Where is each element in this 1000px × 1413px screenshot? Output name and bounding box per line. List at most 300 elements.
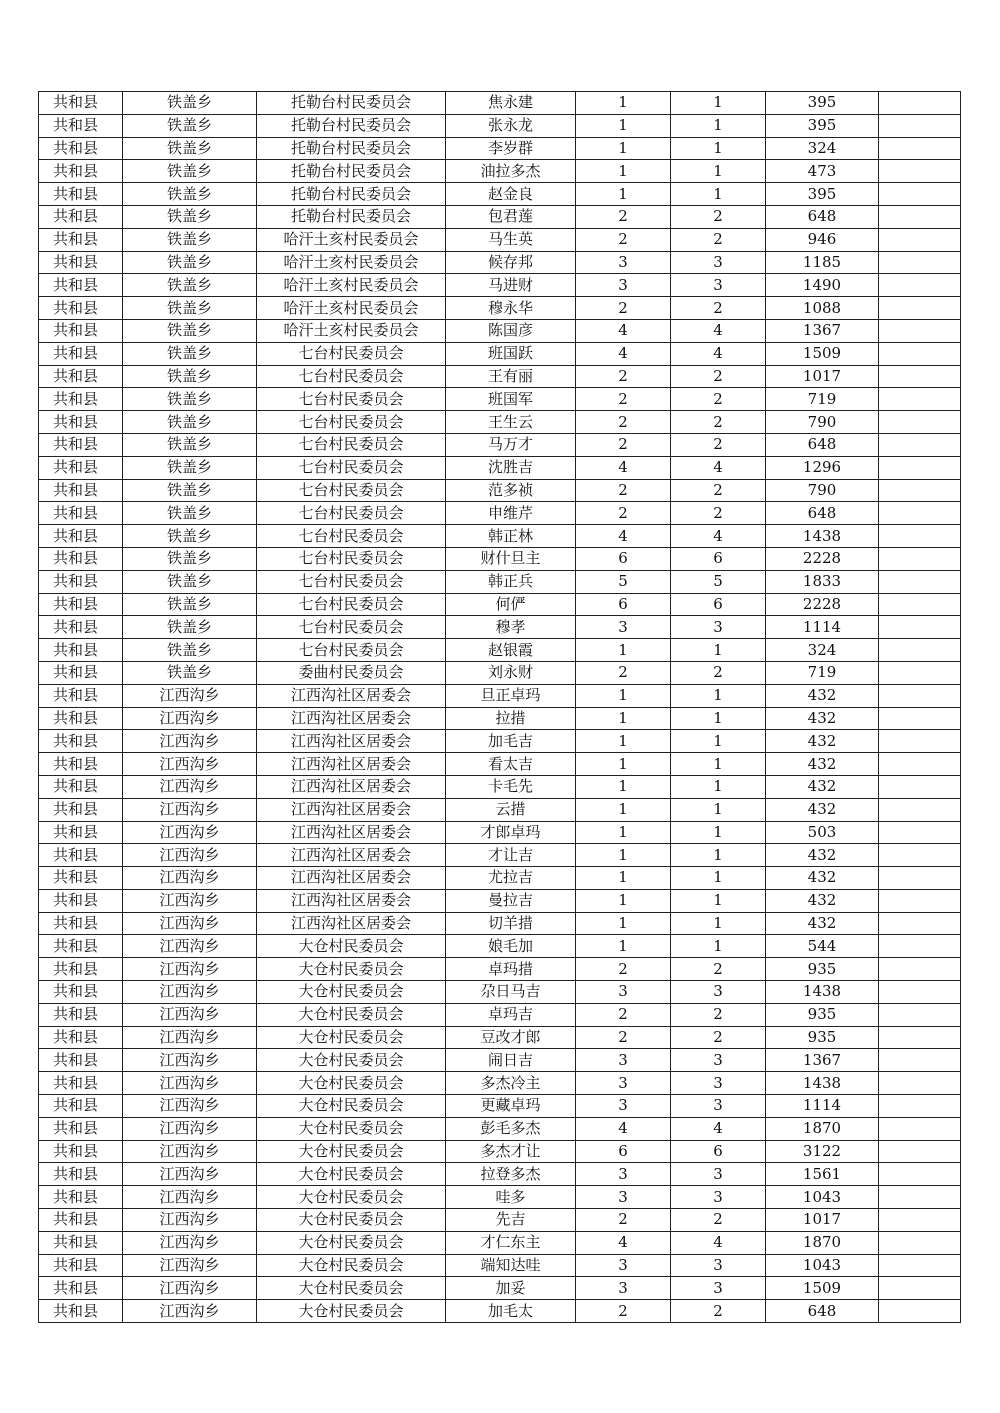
name-cell: 闹日吉 <box>446 1049 576 1072</box>
table-row <box>39 251 961 274</box>
remark-cell <box>879 92 961 115</box>
committee-cell: 委曲村民委员会 <box>257 661 446 684</box>
household-count-cell: 3 <box>576 981 671 1004</box>
county-cell: 共和县 <box>39 114 123 137</box>
name-cell: 加妥 <box>446 1277 576 1300</box>
amount-cell: 2228 <box>766 593 879 616</box>
remark-cell <box>879 730 961 753</box>
county-cell: 共和县 <box>39 342 123 365</box>
county-cell: 共和县 <box>39 707 123 730</box>
remark-cell <box>879 137 961 160</box>
county-cell: 共和县 <box>39 1072 123 1095</box>
remark-cell <box>879 1254 961 1277</box>
household-count-cell: 1 <box>576 775 671 798</box>
household-count-cell: 6 <box>576 1140 671 1163</box>
amount-cell: 1043 <box>766 1186 879 1209</box>
committee-cell: 大仓村民委员会 <box>257 1117 446 1140</box>
person-count-cell: 2 <box>671 228 766 251</box>
remark-cell <box>879 1277 961 1300</box>
name-cell: 拉措 <box>446 707 576 730</box>
household-count-cell: 2 <box>576 958 671 981</box>
amount-cell: 395 <box>766 183 879 206</box>
county-cell: 共和县 <box>39 502 123 525</box>
remark-cell <box>879 297 961 320</box>
household-count-cell: 1 <box>576 137 671 160</box>
committee-cell: 七台村民委员会 <box>257 411 446 434</box>
household-count-cell: 1 <box>576 684 671 707</box>
township-cell: 铁盖乡 <box>123 183 257 206</box>
remark-cell <box>879 1209 961 1232</box>
table-row <box>39 912 961 935</box>
committee-cell: 大仓村民委员会 <box>257 1231 446 1254</box>
table-row <box>39 753 961 776</box>
township-cell: 江西沟乡 <box>123 1095 257 1118</box>
remark-cell <box>879 183 961 206</box>
township-cell: 铁盖乡 <box>123 160 257 183</box>
county-cell: 共和县 <box>39 92 123 115</box>
household-count-cell: 2 <box>576 433 671 456</box>
county-cell: 共和县 <box>39 274 123 297</box>
township-cell: 铁盖乡 <box>123 342 257 365</box>
person-count-cell: 1 <box>671 753 766 776</box>
household-count-cell: 3 <box>576 1072 671 1095</box>
remark-cell <box>879 775 961 798</box>
amount-cell: 2228 <box>766 547 879 570</box>
amount-cell: 1017 <box>766 1209 879 1232</box>
table-row <box>39 456 961 479</box>
township-cell: 江西沟乡 <box>123 1140 257 1163</box>
township-cell: 江西沟乡 <box>123 958 257 981</box>
person-count-cell: 3 <box>671 1163 766 1186</box>
household-count-cell: 2 <box>576 388 671 411</box>
name-cell: 尕日马吉 <box>446 981 576 1004</box>
amount-cell: 1438 <box>766 981 879 1004</box>
person-count-cell: 1 <box>671 821 766 844</box>
household-count-cell: 3 <box>576 274 671 297</box>
table-row <box>39 844 961 867</box>
amount-cell: 946 <box>766 228 879 251</box>
person-count-cell: 2 <box>671 388 766 411</box>
committee-cell: 七台村民委员会 <box>257 547 446 570</box>
township-cell: 铁盖乡 <box>123 616 257 639</box>
table-row <box>39 593 961 616</box>
table-row <box>39 342 961 365</box>
amount-cell: 935 <box>766 958 879 981</box>
committee-cell: 哈汗土亥村民委员会 <box>257 297 446 320</box>
committee-cell: 七台村民委员会 <box>257 525 446 548</box>
remark-cell <box>879 342 961 365</box>
person-count-cell: 2 <box>671 411 766 434</box>
remark-cell <box>879 570 961 593</box>
committee-cell: 七台村民委员会 <box>257 570 446 593</box>
county-cell: 共和县 <box>39 1095 123 1118</box>
remark-cell <box>879 1300 961 1323</box>
person-count-cell: 3 <box>671 1254 766 1277</box>
household-count-cell: 1 <box>576 935 671 958</box>
person-count-cell: 1 <box>671 912 766 935</box>
committee-cell: 七台村民委员会 <box>257 616 446 639</box>
person-count-cell: 1 <box>671 92 766 115</box>
amount-cell: 1017 <box>766 365 879 388</box>
name-cell: 多杰冷主 <box>446 1072 576 1095</box>
name-cell: 财什旦主 <box>446 547 576 570</box>
table-row <box>39 160 961 183</box>
committee-cell: 江西沟社区居委会 <box>257 821 446 844</box>
table-row <box>39 525 961 548</box>
person-count-cell: 1 <box>671 935 766 958</box>
household-count-cell: 4 <box>576 456 671 479</box>
person-count-cell: 2 <box>671 1209 766 1232</box>
committee-cell: 托勒台村民委员会 <box>257 160 446 183</box>
county-cell: 共和县 <box>39 661 123 684</box>
committee-cell: 大仓村民委员会 <box>257 935 446 958</box>
household-count-cell: 1 <box>576 821 671 844</box>
amount-cell: 473 <box>766 160 879 183</box>
amount-cell: 719 <box>766 661 879 684</box>
person-count-cell: 2 <box>671 1300 766 1323</box>
amount-cell: 1833 <box>766 570 879 593</box>
county-cell: 共和县 <box>39 1300 123 1323</box>
township-cell: 铁盖乡 <box>123 251 257 274</box>
household-count-cell: 2 <box>576 661 671 684</box>
household-count-cell: 1 <box>576 844 671 867</box>
remark-cell <box>879 889 961 912</box>
name-cell: 卡毛先 <box>446 775 576 798</box>
remark-cell <box>879 1140 961 1163</box>
remark-cell <box>879 935 961 958</box>
name-cell: 包君莲 <box>446 205 576 228</box>
amount-cell: 432 <box>766 684 879 707</box>
remark-cell <box>879 433 961 456</box>
committee-cell: 七台村民委员会 <box>257 593 446 616</box>
committee-cell: 大仓村民委员会 <box>257 1095 446 1118</box>
household-count-cell: 1 <box>576 889 671 912</box>
name-cell: 加毛吉 <box>446 730 576 753</box>
household-count-cell: 2 <box>576 297 671 320</box>
township-cell: 江西沟乡 <box>123 798 257 821</box>
person-count-cell: 3 <box>671 1277 766 1300</box>
household-count-cell: 1 <box>576 707 671 730</box>
county-cell: 共和县 <box>39 456 123 479</box>
table-row <box>39 92 961 115</box>
household-count-cell: 4 <box>576 525 671 548</box>
township-cell: 江西沟乡 <box>123 1026 257 1049</box>
county-cell: 共和县 <box>39 297 123 320</box>
township-cell: 江西沟乡 <box>123 821 257 844</box>
amount-cell: 395 <box>766 92 879 115</box>
person-count-cell: 3 <box>671 1049 766 1072</box>
household-count-cell: 2 <box>576 205 671 228</box>
person-count-cell: 1 <box>671 707 766 730</box>
table-row <box>39 547 961 570</box>
household-count-cell: 2 <box>576 365 671 388</box>
household-count-cell: 1 <box>576 730 671 753</box>
household-count-cell: 4 <box>576 1231 671 1254</box>
name-cell: 马进财 <box>446 274 576 297</box>
township-cell: 江西沟乡 <box>123 1049 257 1072</box>
remark-cell <box>879 798 961 821</box>
person-count-cell: 2 <box>671 661 766 684</box>
table-row <box>39 479 961 502</box>
table-row <box>39 821 961 844</box>
committee-cell: 托勒台村民委员会 <box>257 205 446 228</box>
remark-cell <box>879 844 961 867</box>
name-cell: 赵金良 <box>446 183 576 206</box>
township-cell: 铁盖乡 <box>123 456 257 479</box>
table-row <box>39 1254 961 1277</box>
person-count-cell: 2 <box>671 297 766 320</box>
name-cell: 云措 <box>446 798 576 821</box>
table-row <box>39 570 961 593</box>
remark-cell <box>879 639 961 662</box>
name-cell: 韩正林 <box>446 525 576 548</box>
committee-cell: 哈汗土亥村民委员会 <box>257 251 446 274</box>
person-count-cell: 1 <box>671 844 766 867</box>
name-cell: 多杰才让 <box>446 1140 576 1163</box>
table-row <box>39 775 961 798</box>
county-cell: 共和县 <box>39 616 123 639</box>
table-row <box>39 616 961 639</box>
table-row <box>39 1049 961 1072</box>
committee-cell: 江西沟社区居委会 <box>257 889 446 912</box>
household-count-cell: 1 <box>576 183 671 206</box>
amount-cell: 719 <box>766 388 879 411</box>
remark-cell <box>879 661 961 684</box>
remark-cell <box>879 821 961 844</box>
committee-cell: 大仓村民委员会 <box>257 1026 446 1049</box>
township-cell: 铁盖乡 <box>123 297 257 320</box>
amount-cell: 324 <box>766 137 879 160</box>
name-cell: 刘永财 <box>446 661 576 684</box>
county-cell: 共和县 <box>39 1254 123 1277</box>
name-cell: 拉登多杰 <box>446 1163 576 1186</box>
person-count-cell: 2 <box>671 365 766 388</box>
committee-cell: 七台村民委员会 <box>257 502 446 525</box>
person-count-cell: 1 <box>671 889 766 912</box>
township-cell: 江西沟乡 <box>123 1163 257 1186</box>
township-cell: 江西沟乡 <box>123 753 257 776</box>
amount-cell: 1438 <box>766 525 879 548</box>
amount-cell: 544 <box>766 935 879 958</box>
name-cell: 班国军 <box>446 388 576 411</box>
county-cell: 共和县 <box>39 388 123 411</box>
county-cell: 共和县 <box>39 639 123 662</box>
amount-cell: 432 <box>766 753 879 776</box>
remark-cell <box>879 319 961 342</box>
amount-cell: 432 <box>766 889 879 912</box>
county-cell: 共和县 <box>39 160 123 183</box>
committee-cell: 大仓村民委员会 <box>257 1003 446 1026</box>
remark-cell <box>879 707 961 730</box>
amount-cell: 503 <box>766 821 879 844</box>
township-cell: 江西沟乡 <box>123 1117 257 1140</box>
person-count-cell: 1 <box>671 684 766 707</box>
person-count-cell: 2 <box>671 502 766 525</box>
household-count-cell: 3 <box>576 1277 671 1300</box>
committee-cell: 七台村民委员会 <box>257 342 446 365</box>
committee-cell: 托勒台村民委员会 <box>257 137 446 160</box>
county-cell: 共和县 <box>39 570 123 593</box>
table-row <box>39 1300 961 1323</box>
person-count-cell: 4 <box>671 1117 766 1140</box>
table-row <box>39 798 961 821</box>
person-count-cell: 6 <box>671 1140 766 1163</box>
household-count-cell: 4 <box>576 319 671 342</box>
township-cell: 铁盖乡 <box>123 228 257 251</box>
name-cell: 端知达哇 <box>446 1254 576 1277</box>
township-cell: 江西沟乡 <box>123 867 257 890</box>
remark-cell <box>879 205 961 228</box>
amount-cell: 1114 <box>766 616 879 639</box>
person-count-cell: 4 <box>671 456 766 479</box>
amount-cell: 1509 <box>766 342 879 365</box>
table-row <box>39 183 961 206</box>
name-cell: 加毛太 <box>446 1300 576 1323</box>
township-cell: 江西沟乡 <box>123 844 257 867</box>
name-cell: 更藏卓玛 <box>446 1095 576 1118</box>
amount-cell: 1509 <box>766 1277 879 1300</box>
table-row <box>39 433 961 456</box>
household-count-cell: 2 <box>576 411 671 434</box>
amount-cell: 790 <box>766 479 879 502</box>
name-cell: 看太吉 <box>446 753 576 776</box>
amount-cell: 432 <box>766 867 879 890</box>
township-cell: 铁盖乡 <box>123 388 257 411</box>
household-count-cell: 2 <box>576 1300 671 1323</box>
county-cell: 共和县 <box>39 1186 123 1209</box>
township-cell: 江西沟乡 <box>123 775 257 798</box>
amount-cell: 648 <box>766 502 879 525</box>
name-cell: 切羊措 <box>446 912 576 935</box>
county-cell: 共和县 <box>39 1163 123 1186</box>
household-count-cell: 1 <box>576 114 671 137</box>
amount-cell: 1088 <box>766 297 879 320</box>
name-cell: 娘毛加 <box>446 935 576 958</box>
person-count-cell: 1 <box>671 183 766 206</box>
household-count-cell: 1 <box>576 639 671 662</box>
township-cell: 铁盖乡 <box>123 433 257 456</box>
person-count-cell: 5 <box>671 570 766 593</box>
table-row <box>39 707 961 730</box>
amount-cell: 648 <box>766 1300 879 1323</box>
person-count-cell: 4 <box>671 1231 766 1254</box>
township-cell: 江西沟乡 <box>123 1186 257 1209</box>
remark-cell <box>879 525 961 548</box>
table-row <box>39 889 961 912</box>
household-count-cell: 1 <box>576 867 671 890</box>
name-cell: 何俨 <box>446 593 576 616</box>
committee-cell: 七台村民委员会 <box>257 639 446 662</box>
household-count-cell: 1 <box>576 92 671 115</box>
person-count-cell: 3 <box>671 981 766 1004</box>
person-count-cell: 4 <box>671 525 766 548</box>
county-cell: 共和县 <box>39 844 123 867</box>
remark-cell <box>879 547 961 570</box>
table-row <box>39 684 961 707</box>
table-row <box>39 1186 961 1209</box>
person-count-cell: 2 <box>671 958 766 981</box>
county-cell: 共和县 <box>39 958 123 981</box>
table-row <box>39 319 961 342</box>
household-count-cell: 2 <box>576 1003 671 1026</box>
household-count-cell: 6 <box>576 593 671 616</box>
name-cell: 韩正兵 <box>446 570 576 593</box>
remark-cell <box>879 274 961 297</box>
person-count-cell: 2 <box>671 1026 766 1049</box>
remark-cell <box>879 1072 961 1095</box>
table-row <box>39 661 961 684</box>
committee-cell: 大仓村民委员会 <box>257 958 446 981</box>
amount-cell: 1367 <box>766 319 879 342</box>
township-cell: 江西沟乡 <box>123 1209 257 1232</box>
name-cell: 豆改才郎 <box>446 1026 576 1049</box>
county-cell: 共和县 <box>39 319 123 342</box>
person-count-cell: 3 <box>671 274 766 297</box>
amount-cell: 1296 <box>766 456 879 479</box>
table-row <box>39 502 961 525</box>
remark-cell <box>879 502 961 525</box>
table-row <box>39 1140 961 1163</box>
amount-cell: 432 <box>766 844 879 867</box>
county-cell: 共和县 <box>39 411 123 434</box>
name-cell: 马万才 <box>446 433 576 456</box>
township-cell: 江西沟乡 <box>123 1072 257 1095</box>
committee-cell: 江西沟社区居委会 <box>257 775 446 798</box>
person-count-cell: 3 <box>671 616 766 639</box>
person-count-cell: 2 <box>671 205 766 228</box>
name-cell: 卓玛措 <box>446 958 576 981</box>
table-row <box>39 1277 961 1300</box>
county-cell: 共和县 <box>39 730 123 753</box>
remark-cell <box>879 456 961 479</box>
committee-cell: 江西沟社区居委会 <box>257 844 446 867</box>
remark-cell <box>879 228 961 251</box>
household-count-cell: 2 <box>576 479 671 502</box>
household-count-cell: 2 <box>576 502 671 525</box>
person-count-cell: 1 <box>671 160 766 183</box>
name-cell: 先吉 <box>446 1209 576 1232</box>
name-cell: 才让吉 <box>446 844 576 867</box>
name-cell: 旦正卓玛 <box>446 684 576 707</box>
amount-cell: 648 <box>766 205 879 228</box>
committee-cell: 大仓村民委员会 <box>257 1072 446 1095</box>
table-row <box>39 981 961 1004</box>
township-cell: 江西沟乡 <box>123 1300 257 1323</box>
table-row <box>39 1072 961 1095</box>
township-cell: 铁盖乡 <box>123 274 257 297</box>
household-count-cell: 3 <box>576 251 671 274</box>
name-cell: 陈国彦 <box>446 319 576 342</box>
amount-cell: 648 <box>766 433 879 456</box>
amount-cell: 1561 <box>766 1163 879 1186</box>
committee-cell: 七台村民委员会 <box>257 388 446 411</box>
amount-cell: 432 <box>766 775 879 798</box>
person-count-cell: 1 <box>671 798 766 821</box>
committee-cell: 大仓村民委员会 <box>257 1163 446 1186</box>
household-count-cell: 2 <box>576 1209 671 1232</box>
county-cell: 共和县 <box>39 684 123 707</box>
remark-cell <box>879 593 961 616</box>
committee-cell: 大仓村民委员会 <box>257 1277 446 1300</box>
county-cell: 共和县 <box>39 251 123 274</box>
amount-cell: 395 <box>766 114 879 137</box>
name-cell: 卓玛吉 <box>446 1003 576 1026</box>
household-count-cell: 1 <box>576 753 671 776</box>
committee-cell: 江西沟社区居委会 <box>257 867 446 890</box>
remark-cell <box>879 1095 961 1118</box>
name-cell: 赵银霞 <box>446 639 576 662</box>
name-cell: 穆孝 <box>446 616 576 639</box>
